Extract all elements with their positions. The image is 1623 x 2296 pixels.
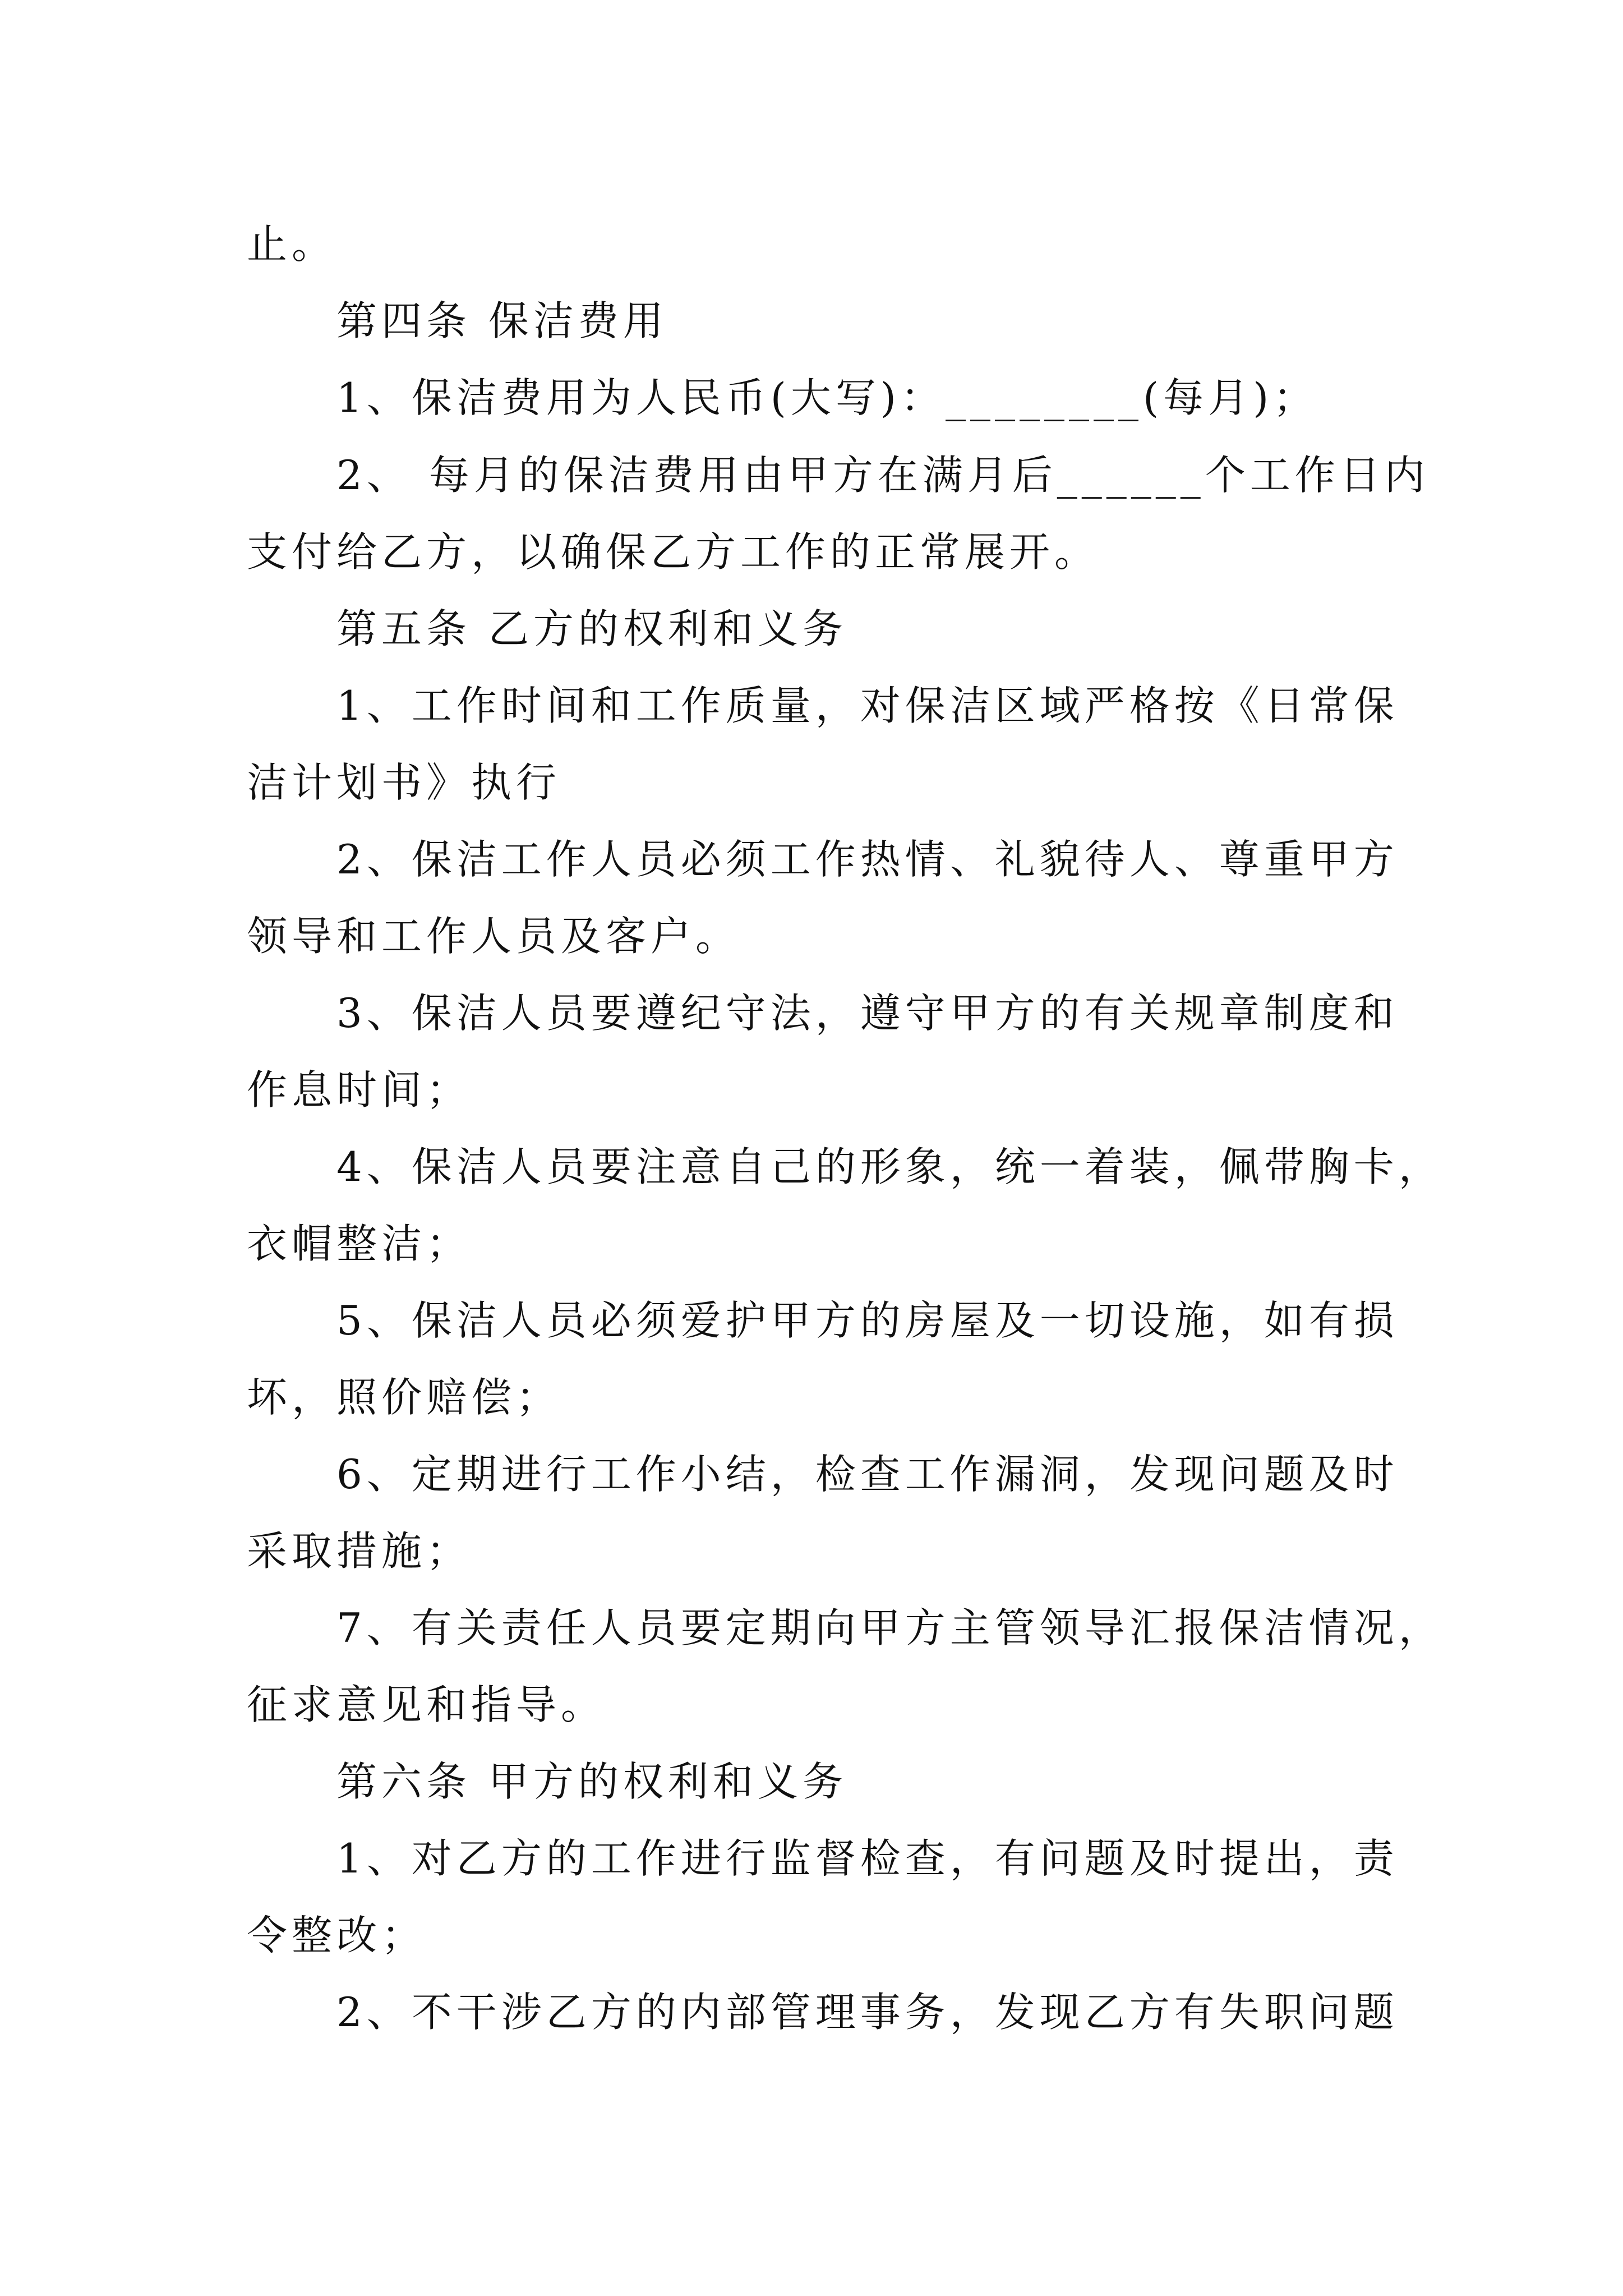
text-line: 征求意见和指导。 <box>247 1681 606 1728</box>
section-heading: 第四条 保洁费用 <box>336 297 668 344</box>
text-line: 7、有关责任人员要定期向甲方主管领导汇报保洁情况， <box>336 1604 1444 1651</box>
text-line: 坏，照价赔偿； <box>247 1374 561 1421</box>
text-line: 1、保洁费用为人民币(大写)：________(每月)； <box>336 374 1318 421</box>
text-line: 4、保洁人员要注意自己的形象，统一着装，佩带胸卡， <box>336 1143 1444 1190</box>
text-line: 洁计划书》执行 <box>247 759 561 806</box>
section-heading: 第五条 乙方的权利和义务 <box>336 605 847 652</box>
text-line: 止。 <box>247 220 337 268</box>
text-line: 1、工作时间和工作质量，对保洁区域严格按《日常保 <box>336 682 1399 729</box>
section-heading: 第六条 甲方的权利和义务 <box>336 1758 847 1805</box>
text-line: 令整改； <box>247 1912 427 1959</box>
text-line: 领导和工作人员及客户。 <box>247 913 741 960</box>
text-line: 2、 每月的保洁费用由甲方在满月后______个工作日内 <box>336 452 1430 499</box>
text-line: 2、保洁工作人员必须工作热情、礼貌待人、尊重甲方 <box>336 836 1399 883</box>
text-line: 6、定期进行工作小结，检查工作漏洞，发现问题及时 <box>336 1451 1399 1498</box>
text-line: 作息时间； <box>247 1066 472 1114</box>
text-line: 3、保洁人员要遵纪守法，遵守甲方的有关规章制度和 <box>336 990 1399 1037</box>
text-line: 衣帽整洁； <box>247 1220 472 1267</box>
text-line: 采取措施； <box>247 1527 472 1575</box>
text-line: 5、保洁人员必须爱护甲方的房屋及一切设施，如有损 <box>336 1297 1399 1344</box>
text-line: 2、不干涉乙方的内部管理事务，发现乙方有失职问题 <box>336 1989 1399 2036</box>
text-line: 1、对乙方的工作进行监督检查，有问题及时提出，责 <box>336 1835 1399 1882</box>
text-line: 支付给乙方，以确保乙方工作的正常展开。 <box>247 528 1100 576</box>
